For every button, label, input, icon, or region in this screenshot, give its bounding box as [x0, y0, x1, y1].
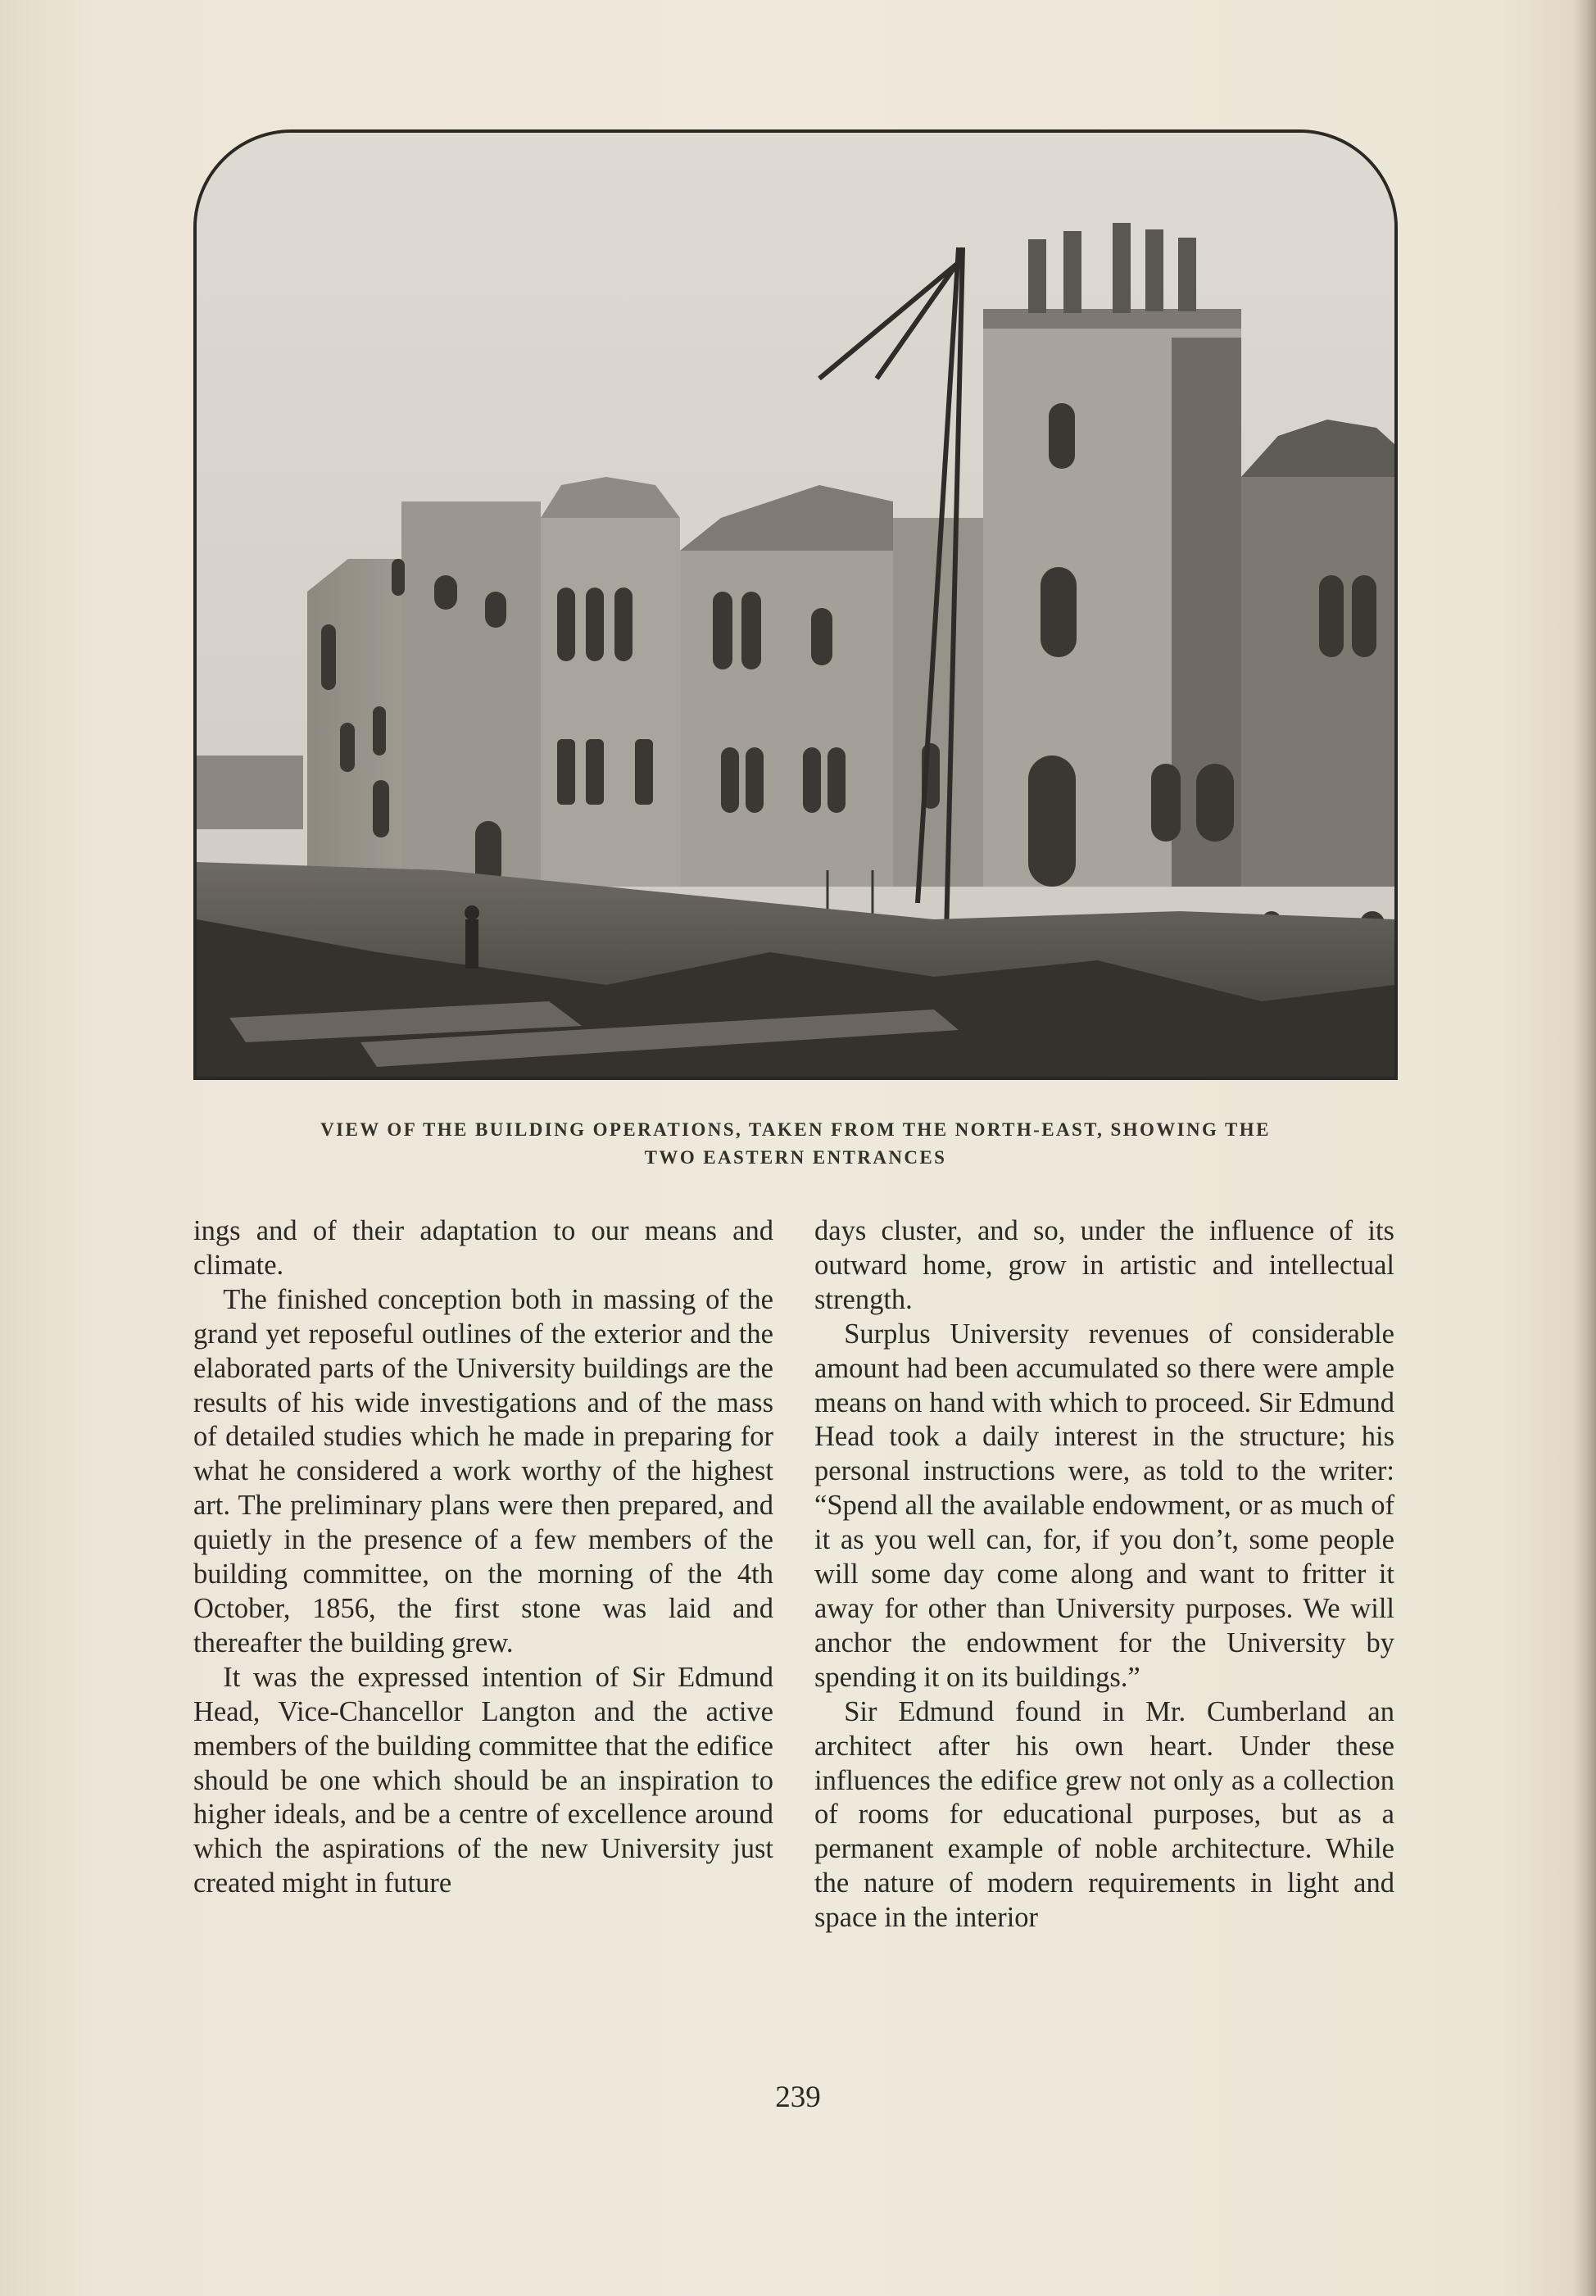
right-text-column: [814, 1214, 1394, 1935]
caption-line-1: VIEW OF THE BUILDING OPERATIONS, TAKEN FROM THE NORTH-EAST, SHOWING THE: [320, 1119, 1271, 1140]
photo-caption: [193, 1116, 1398, 1172]
right-paragraph-1: days cluster, and so, under the influence of its outward home, grow in artistic and intellectual strength.: [814, 1215, 1394, 1315]
right-paragraph-3: Sir Edmund found in Mr. Cumberland an architect after his own heart. Under these influences the edifice grew not only as a collection of rooms for educational purposes, but as a permanent example of noble architecture. While the nature of modern requirements in light and space in the interior: [814, 1695, 1394, 1934]
page-binding-edge: [1573, 0, 1596, 2296]
page-number: 239: [775, 2080, 821, 2114]
building-construction-photo: [193, 129, 1398, 1080]
right-paragraph-2: Surplus University revenues of considerable amount had been accumulated so there were ample means on hand with which to proceed. Sir Edmund Head took a daily interest in the structure; his personal instructions were, as told to the writer: “Spend all the available endowment, or as much of it as you well can, for, if you don’t, some people will some day come along and want to fritter it away for other than University purposes. We will anchor the endowment for the University by spending it on its buildings.”: [814, 1318, 1394, 1693]
caption-line-2: TWO EASTERN ENTRANCES: [644, 1147, 947, 1168]
left-paragraph-1: ings and of their adaptation to our means and climate.: [193, 1215, 773, 1281]
photograph-illustration: [197, 133, 1394, 1077]
left-paragraph-2: The finished conception both in massing of the grand yet reposeful outlines of the exterior and the elaborated parts of the University buildings are the results of his wide investigations and of the mass of detailed studies which he made in preparing for what he considered a work worthy of the highest art. The preliminary plans were then prepared, and quietly in the presence of a few members of the building committee, on the morning of the 4th October, 1856, the first stone was laid and thereafter the building grew.: [193, 1283, 773, 1658]
left-text-column: [193, 1214, 773, 1901]
left-paragraph-3: It was the expressed intention of Sir Edmund Head, Vice-Chancellor Langton and the active members of the building committee that the edifice should be one which should be an inspiration to higher ideals, and be a centre of excellence around which the aspirations of the new University just created might in future: [193, 1661, 773, 1899]
